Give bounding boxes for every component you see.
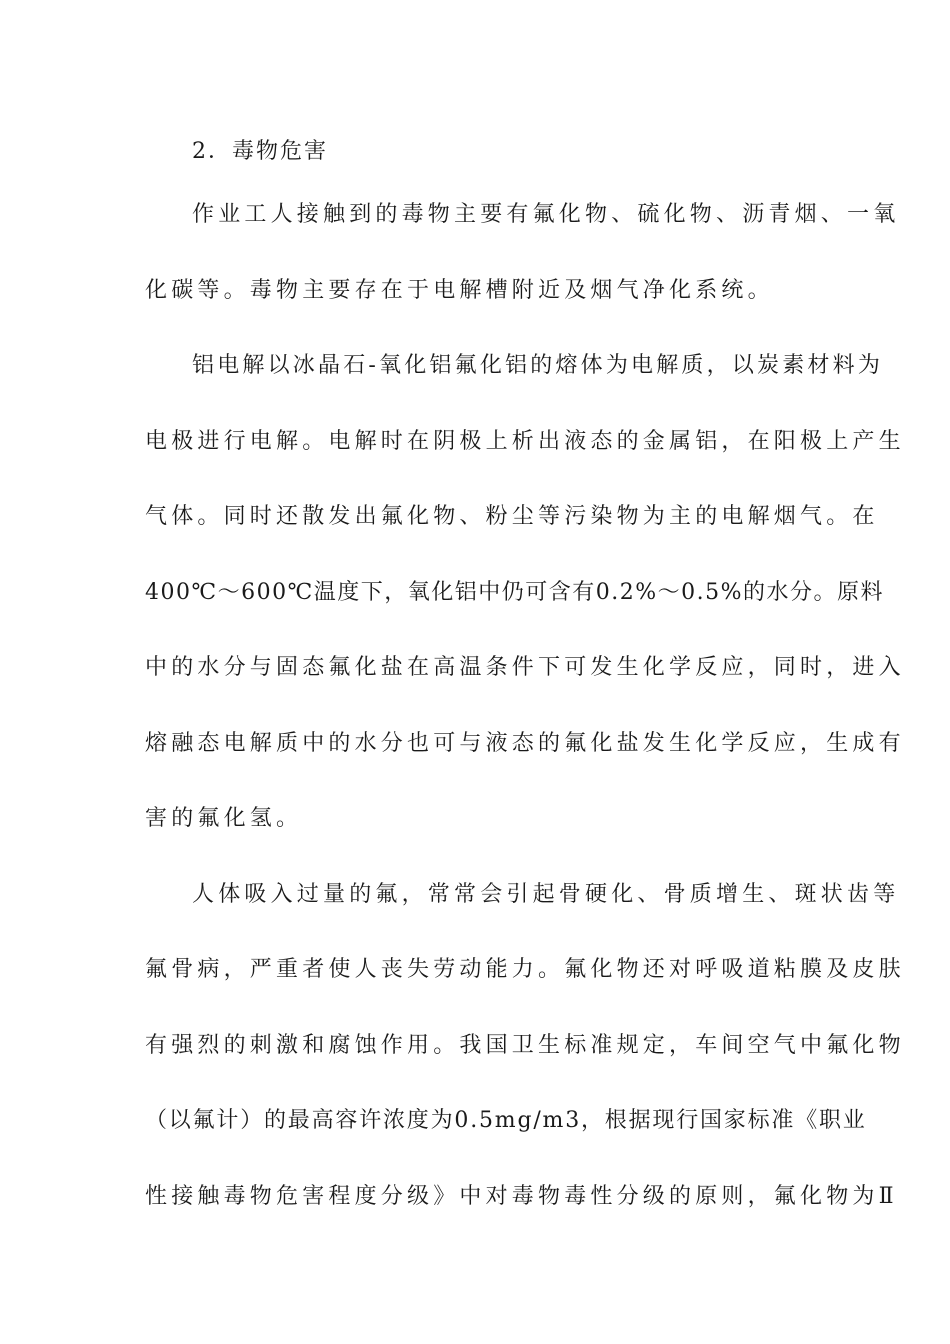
paragraph-1-line-2: 化碳等。毒物主要存在于电解槽附近及烟气净化系统。 [145,278,774,303]
paragraph-2-line-3: 气体。同时还散发出氟化物、粉尘等污染物为主的电解烟气。在 [145,504,879,529]
paragraph-3-line-3: 有强烈的刺激和腐蚀作用。我国卫生标准规定，车间空气中氟化物 [145,1033,905,1058]
paragraph-2-line-2: 电极进行电解。电解时在阴极上析出液态的金属铝，在阳极上产生 [145,429,905,454]
paragraph-2-line-5: 中的水分与固态氟化盐在高温条件下可发生化学反应，同时，进入 [145,655,905,680]
paragraph-3-line-1: 人体吸入过量的氟，常常会引起骨硬化、骨质增生、斑状齿等 [192,882,900,907]
paragraph-1-line-1: 作业工人接触到的毒物主要有氟化物、硫化物、沥青烟、一氧 [192,202,900,227]
paragraph-2-line-7: 害的氟化氢。 [145,806,303,831]
section-heading: 2．毒物危害 [192,139,328,164]
paragraph-3-line-4: （以氟计）的最高容许浓度为0.5mg/m3，根据现行国家标准《职业 [145,1108,867,1133]
paragraph-2-line-4: 400℃～600℃温度下，氧化铝中仍可含有0.2%～0.5%的水分。原料 [145,580,884,605]
paragraph-3-line-2: 氟骨病，严重者使人丧失劳动能力。氟化物还对呼吸道粘膜及皮肤 [145,957,905,982]
paragraph-3-line-5: 性接触毒物危害程度分级》中对毒物毒性分级的原则，氟化物为Ⅱ [145,1184,898,1209]
paragraph-2-line-6: 熔融态电解质中的水分也可与液态的氟化盐发生化学反应，生成有 [145,731,905,756]
paragraph-2-line-1: 铝电解以冰晶石-氧化铝氟化铝的熔体为电解质，以炭素材料为 [192,353,884,378]
